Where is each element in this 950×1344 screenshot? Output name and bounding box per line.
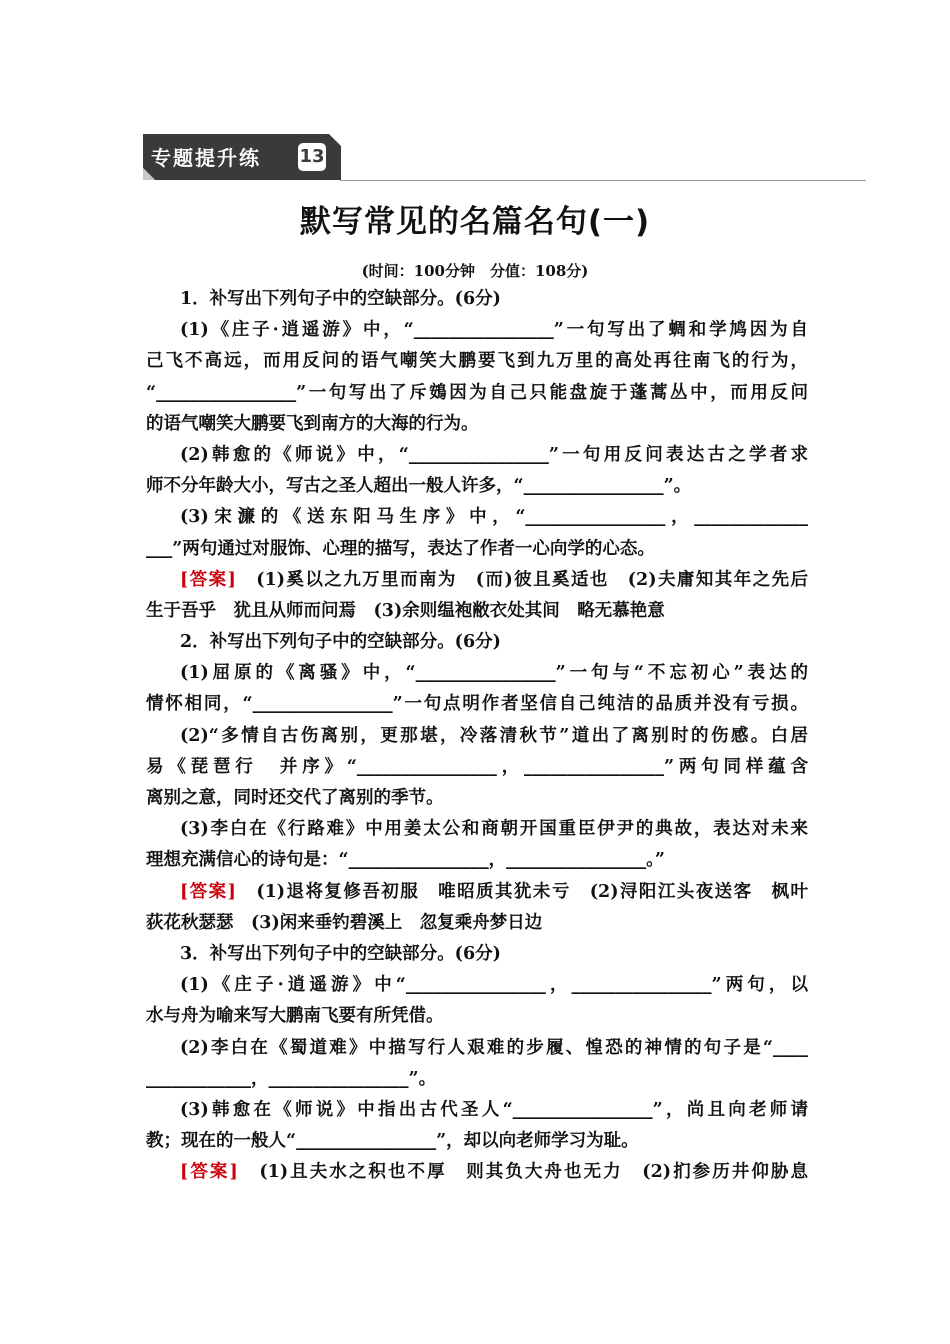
line-text: (1)《庄子·逍遥游》中“________________，________________”两句，以 xyxy=(180,975,808,996)
text-line xyxy=(146,658,808,689)
text-line xyxy=(146,1064,808,1095)
line-text: (3)李白在《行路难》中用姜太公和商朝开国重臣伊尹的典故，表达对未来 xyxy=(180,819,808,840)
line-text: 离别之意，同时还交代了离别的季节。 xyxy=(146,788,444,808)
text-line xyxy=(146,689,808,720)
line-text: (2)李白在《蜀道难》中描写行人艰难的步履、惶恐的神情的句子是“____ xyxy=(180,1037,808,1058)
text-line xyxy=(146,378,808,409)
text-line xyxy=(146,752,808,783)
text-line xyxy=(146,970,808,1001)
text-line xyxy=(146,627,808,658)
line-text: 2．补写出下列句子中的空缺部分。(6分) xyxy=(180,632,501,653)
line-text: ___”两句通过对服饰、心理的描写，表达了作者一心向学的心态。 xyxy=(146,538,655,559)
line-text: (1)奚以之九万里而南为 (而)彼且奚适也 (2)夫庸知其年之先后 xyxy=(235,569,808,590)
line-text: 水与舟为喻来写大鹏南飞要有所凭借。 xyxy=(146,1006,444,1027)
line-text: 生于吾乎 犹且从师而问焉 (3)余则缊袍敝衣处其间 略无慕艳意 xyxy=(146,600,665,621)
banner-label: 专题提升练 xyxy=(151,146,261,170)
line-text: (1)屈原的《离骚》中，“________________”一句与“不忘初心”表达的 xyxy=(180,663,808,684)
answer-line xyxy=(146,877,808,908)
text-line xyxy=(146,908,808,939)
answer-label: [答案] xyxy=(180,881,236,902)
line-text: 师不分年龄大小，写古之圣人超出一般人许多，“________________”。 xyxy=(146,476,692,497)
header-divider xyxy=(340,180,866,181)
answer-label: [答案] xyxy=(180,569,236,590)
text-line xyxy=(146,409,808,440)
answer-line xyxy=(146,565,808,596)
line-text: ____________，________________”。 xyxy=(146,1068,437,1089)
text-line xyxy=(146,939,808,970)
line-text: 己飞不高远，而用反问的语气嘲笑大鹏要飞到九万里的高处再往南飞的行为， xyxy=(146,351,808,372)
text-line xyxy=(146,440,808,471)
text-line xyxy=(146,1095,808,1126)
text-line xyxy=(146,1001,808,1032)
line-text: (1)且夫水之积也不厚 则其负大舟也无力 (2)扪参历井仰胁息 xyxy=(237,1162,808,1183)
exam-info: (时间：100分钟 分值：108分) xyxy=(361,262,589,280)
line-text: 荻花秋瑟瑟 (3)闲来垂钓碧溪上 忽复乘舟梦日边 xyxy=(146,912,543,933)
line-text: (2)韩愈的《师说》中，“________________”一句用反问表达古之学者求 xyxy=(180,444,808,465)
line-text: 理想充满信心的诗句是：“________________，________________。” xyxy=(146,850,665,871)
text-line xyxy=(146,1033,808,1064)
text-line xyxy=(146,596,808,627)
line-text: 情怀相同，“________________”一句点明作者坚信自己纯洁的品质并没有亏损。 xyxy=(146,694,808,715)
page-title: 默写常见的名篇名句(一) xyxy=(299,204,651,240)
section-banner xyxy=(143,134,341,180)
text-line xyxy=(146,534,808,565)
line-text: (2)“多情自古伤离别，更那堪，冷落清秋节”道出了离别时的伤感。白居 xyxy=(180,725,808,746)
text-line xyxy=(146,845,808,876)
answer-line xyxy=(146,1157,808,1188)
question-content xyxy=(146,284,808,1188)
line-text: 1．补写出下列句子中的空缺部分。(6分) xyxy=(180,289,501,309)
text-line xyxy=(146,346,808,377)
text-line xyxy=(146,1126,808,1157)
line-text: (1)退将复修吾初服 唯昭质其犹未亏 (2)浔阳江头夜送客 枫叶 xyxy=(235,881,808,902)
text-line xyxy=(146,502,808,533)
answer-label: [答案] xyxy=(180,1162,238,1183)
line-text: (3)韩愈在《师说》中指出古代圣人“________________”，尚且向老师请 xyxy=(180,1099,808,1120)
text-line xyxy=(146,315,808,346)
line-text: “________________”一句写出了斥鴳因为自己只能盘旋于蓬蒿丛中，而用反问 xyxy=(146,382,808,403)
line-text: (3)宋濂的《送东阳马生序》中，“________________，_____________ xyxy=(180,507,808,528)
line-text: (1)《庄子·逍遥游》中，“________________”一句写出了蜩和学鸠因为自 xyxy=(180,320,808,341)
text-line xyxy=(146,814,808,845)
text-line xyxy=(146,284,808,315)
line-text: 易《琵琶行 并序》“________________，________________”两句同样蕴含 xyxy=(146,756,808,777)
line-text: 教；现在的一般人“________________”，却以向老师学习为耻。 xyxy=(146,1131,639,1152)
text-line xyxy=(146,471,808,502)
line-text: 的语气嘲笑大鹏要飞到南方的大海的行为。 xyxy=(146,413,479,434)
text-line xyxy=(146,721,808,752)
line-text: 3．补写出下列句子中的空缺部分。(6分) xyxy=(180,943,501,964)
banner-number: 13 xyxy=(298,143,326,171)
text-line xyxy=(146,783,808,814)
